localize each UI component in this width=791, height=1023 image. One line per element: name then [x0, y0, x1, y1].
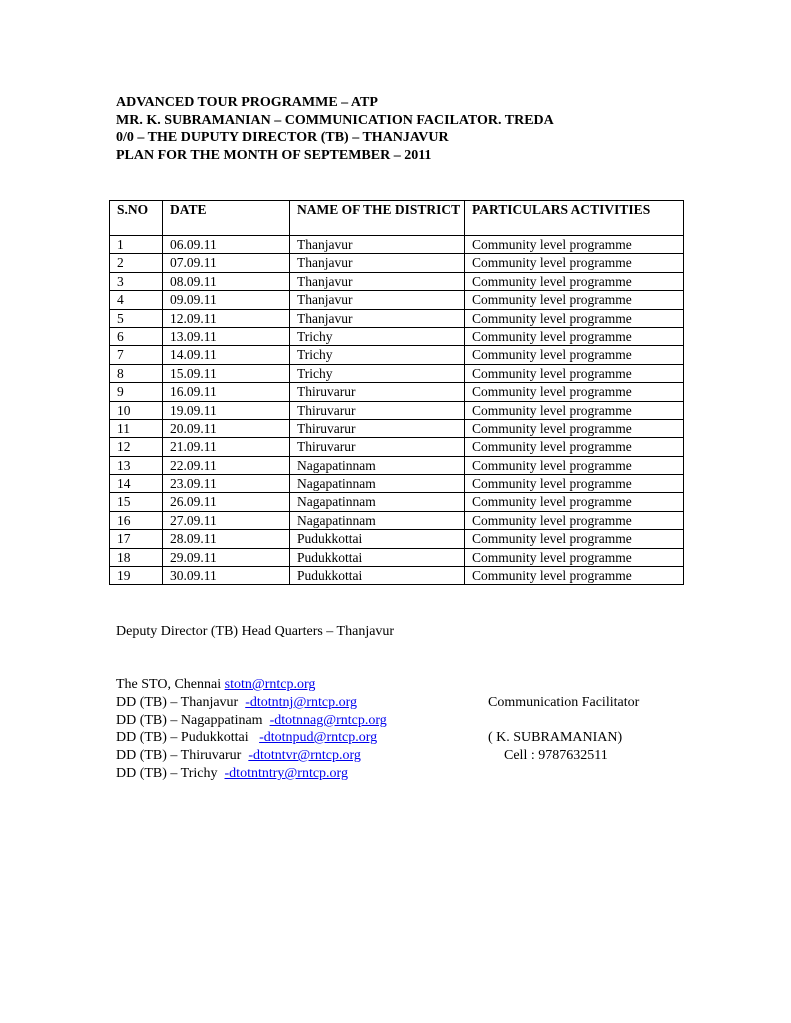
table-row: [110, 475, 684, 493]
cell-activity: Community level programme: [465, 383, 684, 401]
cell-date: 16.09.11: [163, 383, 290, 401]
cell-date: 29.09.11: [163, 548, 290, 566]
cell-date: 30.09.11: [163, 567, 290, 585]
table-row: [110, 291, 684, 309]
cell-sno: 10: [110, 401, 163, 419]
cell-district: Nagapatinnam: [290, 456, 465, 474]
cell-activity: Community level programme: [465, 548, 684, 566]
cell-sno: 11: [110, 419, 163, 437]
cell-date: 23.09.11: [163, 475, 290, 493]
cell-date: 21.09.11: [163, 438, 290, 456]
cell-activity: Community level programme: [465, 511, 684, 529]
cell-date: 13.09.11: [163, 327, 290, 345]
recipient-line: [116, 695, 357, 711]
recipient-label: The STO, Chennai: [116, 677, 225, 692]
cell-district: Pudukkottai: [290, 567, 465, 585]
cell-district: Nagapatinnam: [290, 493, 465, 511]
recipient-email-link[interactable]: stotn@rntcp.org: [224, 677, 316, 692]
tour-plan-table: [109, 200, 684, 585]
cell-sno: 5: [110, 309, 163, 327]
cell-activity: Community level programme: [465, 364, 684, 382]
cell-date: 27.09.11: [163, 511, 290, 529]
cell-activity: Community level programme: [465, 272, 684, 290]
cell-district: Trichy: [290, 327, 465, 345]
table-row: [110, 419, 684, 437]
header-title: ADVANCED TOUR PROGRAMME – ATP: [116, 95, 378, 110]
copy-to-line: Deputy Director (TB) Head Quarters – Thanjavur: [116, 624, 395, 639]
recipient-label: DD (TB) – Pudukkottai: [116, 730, 260, 745]
table-row: [110, 254, 684, 272]
cell-district: Thiruvarur: [290, 383, 465, 401]
cell-activity: Community level programme: [465, 493, 684, 511]
cell-sno: 18: [110, 548, 163, 566]
cell-activity: Community level programme: [465, 236, 684, 254]
recipient-email-link[interactable]: -dtotntntry@rntcp.org: [224, 766, 348, 781]
column-header-date: DATE: [163, 201, 290, 236]
table-row: [110, 548, 684, 566]
recipient-label: DD (TB) – Trichy: [116, 766, 225, 781]
cell-district: Thanjavur: [290, 291, 465, 309]
cell-date: 07.09.11: [163, 254, 290, 272]
header-person: MR. K. SUBRAMANIAN – COMMUNICATION FACILATOR. TREDA: [116, 112, 554, 128]
table-body: [110, 236, 684, 585]
cell-sno: 1: [110, 236, 163, 254]
column-header-sno: S.NO: [110, 201, 163, 236]
cell-sno: 3: [110, 272, 163, 290]
table-row: [110, 272, 684, 290]
cell-sno: 9: [110, 383, 163, 401]
recipient-email-link[interactable]: -dtotntnj@rntcp.org: [245, 695, 358, 710]
table-row: [110, 401, 684, 419]
cell-district: Thiruvarur: [290, 401, 465, 419]
column-header-activities: PARTICULARS ACTIVITIES: [465, 201, 684, 236]
cell-date: 15.09.11: [163, 364, 290, 382]
cell-district: Thiruvarur: [290, 419, 465, 437]
cell-date: 28.09.11: [163, 530, 290, 548]
recipient-line: [116, 748, 361, 764]
cell-sno: 6: [110, 327, 163, 345]
cell-district: Thanjavur: [290, 254, 465, 272]
cell-date: 12.09.11: [163, 309, 290, 327]
cell-activity: Community level programme: [465, 254, 684, 272]
table-row: [110, 456, 684, 474]
cell-activity: Community level programme: [465, 346, 684, 364]
cell-district: Thiruvarur: [290, 438, 465, 456]
signature-cell: Cell : 9787632511: [504, 748, 608, 763]
cell-activity: Community level programme: [465, 456, 684, 474]
cell-date: 20.09.11: [163, 419, 290, 437]
table-row: [110, 383, 684, 401]
table-row: [110, 493, 684, 511]
signature-name: ( K. SUBRAMANIAN): [488, 730, 623, 745]
header-period: PLAN FOR THE MONTH OF SEPTEMBER – 2011: [116, 147, 432, 163]
cell-activity: Community level programme: [465, 419, 684, 437]
table-row: [110, 327, 684, 345]
cell-activity: Community level programme: [465, 291, 684, 309]
table-row: [110, 530, 684, 548]
cell-activity: Community level programme: [465, 530, 684, 548]
table-row: [110, 511, 684, 529]
cell-activity: Community level programme: [465, 309, 684, 327]
cell-date: 08.09.11: [163, 272, 290, 290]
cell-date: 14.09.11: [163, 346, 290, 364]
recipient-line: [116, 730, 377, 746]
cell-date: 06.09.11: [163, 236, 290, 254]
cell-sno: 7: [110, 346, 163, 364]
table-row: [110, 236, 684, 254]
cell-sno: 17: [110, 530, 163, 548]
cell-activity: Community level programme: [465, 475, 684, 493]
cell-activity: Community level programme: [465, 401, 684, 419]
cell-date: 19.09.11: [163, 401, 290, 419]
recipient-label: DD (TB) – Thiruvarur: [116, 748, 249, 763]
recipient-email-link[interactable]: -dtotntvr@rntcp.org: [248, 748, 361, 763]
cell-sno: 4: [110, 291, 163, 309]
table-header-row: [110, 201, 684, 236]
cell-activity: Community level programme: [465, 438, 684, 456]
cell-district: Nagapatinnam: [290, 475, 465, 493]
cell-sno: 14: [110, 475, 163, 493]
cell-sno: 19: [110, 567, 163, 585]
cell-date: 26.09.11: [163, 493, 290, 511]
cell-activity: Community level programme: [465, 327, 684, 345]
signature-title: Communication Facilitator: [488, 695, 640, 710]
table-row: [110, 346, 684, 364]
cell-district: Trichy: [290, 364, 465, 382]
header-office: 0/0 – THE DUPUTY DIRECTOR (TB) – THANJAVUR: [116, 130, 449, 145]
cell-sno: 8: [110, 364, 163, 382]
cell-district: Pudukkottai: [290, 530, 465, 548]
table-row: [110, 567, 684, 585]
recipient-line: [116, 713, 387, 729]
cell-district: Pudukkottai: [290, 548, 465, 566]
recipient-email-link[interactable]: -dtotnpud@rntcp.org: [259, 730, 378, 745]
recipient-email-link[interactable]: -dtotnnag@rntcp.org: [269, 713, 387, 728]
cell-date: 22.09.11: [163, 456, 290, 474]
recipient-line: [116, 677, 315, 693]
table-row: [110, 309, 684, 327]
cell-district: Nagapatinnam: [290, 511, 465, 529]
cell-sno: 13: [110, 456, 163, 474]
cell-sno: 2: [110, 254, 163, 272]
cell-district: Trichy: [290, 346, 465, 364]
cell-sno: 16: [110, 511, 163, 529]
column-header-district: NAME OF THE DISTRICT: [290, 201, 465, 236]
cell-district: Thanjavur: [290, 272, 465, 290]
document-header: [116, 94, 554, 164]
cell-sno: 12: [110, 438, 163, 456]
recipient-label: DD (TB) – Nagappatinam: [116, 713, 270, 728]
cell-date: 09.09.11: [163, 291, 290, 309]
cell-activity: Community level programme: [465, 567, 684, 585]
cell-district: Thanjavur: [290, 309, 465, 327]
recipient-label: DD (TB) – Thanjavur: [116, 695, 246, 710]
cell-sno: 15: [110, 493, 163, 511]
table-row: [110, 438, 684, 456]
recipient-line: [116, 766, 348, 782]
cell-district: Thanjavur: [290, 236, 465, 254]
table-row: [110, 364, 684, 382]
